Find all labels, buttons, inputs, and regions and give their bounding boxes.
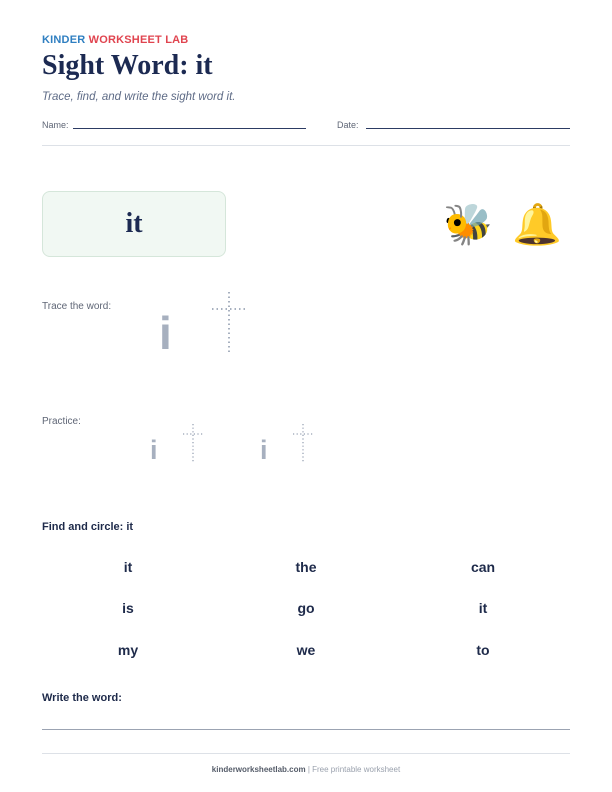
find-word[interactable]: it — [123, 559, 133, 575]
find-and-circle-label: Find and circle: it — [42, 521, 134, 533]
find-word[interactable]: go — [297, 600, 315, 616]
header-divider — [42, 145, 570, 146]
practice-letter-i-2: i — [260, 435, 268, 465]
find-word[interactable]: we — [296, 642, 316, 658]
date-line[interactable] — [366, 128, 570, 129]
footer-tagline: | Free printable worksheet — [305, 765, 401, 774]
practice-letter-i-1: i — [150, 435, 158, 465]
find-word[interactable]: my — [117, 642, 139, 658]
trace-dotted-letter-t[interactable] — [208, 290, 248, 354]
brand-part-kinder: KINDER — [42, 34, 86, 46]
name-label: Name: — [42, 120, 69, 130]
find-word[interactable]: to — [476, 642, 490, 658]
bell-icon: 🔔 — [512, 203, 562, 247]
name-line[interactable] — [73, 128, 306, 129]
footer-site[interactable]: kinderworksheetlab.com — [211, 765, 306, 774]
find-word[interactable]: the — [295, 559, 317, 575]
trace-letter-i: i — [159, 307, 172, 359]
practice-dotted-letter-t-2[interactable] — [291, 423, 315, 463]
sight-word: it — [125, 208, 143, 239]
page-title: Sight Word: it — [42, 50, 213, 81]
find-word[interactable]: it — [478, 600, 488, 616]
write-line[interactable] — [42, 729, 570, 730]
footer-divider — [42, 753, 570, 754]
brand-logo — [42, 34, 188, 46]
date-label: Date: — [337, 120, 359, 130]
bee-icon: 🐝 — [443, 203, 493, 247]
practice-label: Practice: — [42, 416, 81, 427]
write-the-word-label: Write the word: — [42, 692, 122, 704]
sight-word-card — [42, 191, 226, 257]
page-subtitle: Trace, find, and write the sight word it. — [42, 91, 236, 103]
find-word[interactable]: is — [122, 600, 134, 616]
practice-dotted-letter-t-1[interactable] — [181, 423, 205, 463]
brand-part-worksheet-lab: WORKSHEET LAB — [88, 34, 189, 46]
trace-label: Trace the word: — [42, 301, 112, 312]
find-word[interactable]: can — [470, 559, 496, 575]
footer — [0, 765, 612, 774]
